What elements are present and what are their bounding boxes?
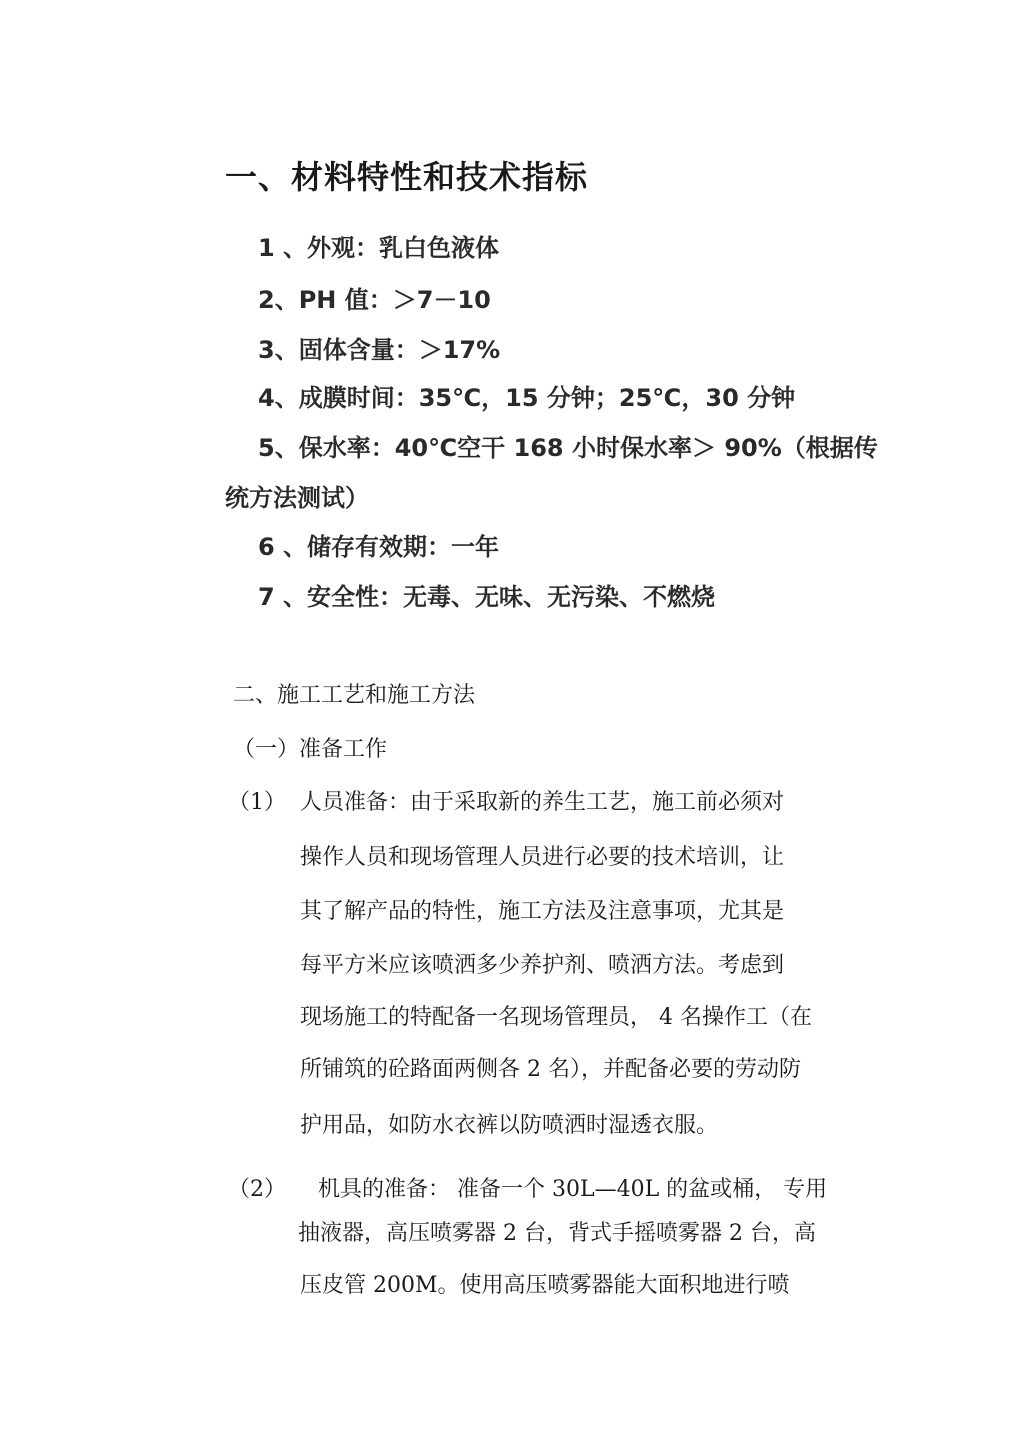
section1-item-appearance: 1 、外观：乳白色液体 [258, 234, 500, 262]
section1-item-safety: 7 、安全性：无毒、无味、无污染、不燃烧 [258, 583, 716, 611]
paragraph2-marker: （2） [228, 1177, 286, 1202]
paragraph2-line: 抽液器，高压喷雾器 2 台，背式手摇喷雾器 2 台，高 [298, 1221, 816, 1246]
section1-item-film-time: 4、成膜时间：35℃，15 分钟；25℃，30 分钟 [258, 384, 796, 412]
section1-item-water-retention-cont: 统方法测试） [225, 484, 369, 512]
paragraph1-line: 每平方米应该喷洒多少养护剂、喷洒方法。考虑到 [300, 953, 785, 978]
paragraph2-line: 压皮管 200M。使用高压喷雾器能大面积地进行喷 [300, 1273, 790, 1298]
section1-title: 一、材料特性和技术指标 [225, 158, 589, 196]
section1-item-water-retention: 5、保水率：40℃空干 168 小时保水率＞ 90%（根据传 [258, 434, 878, 462]
section1-item-solid-content: 3、固体含量：＞17% [258, 336, 501, 364]
section1-item-shelf-life: 6 、储存有效期：一年 [258, 533, 500, 561]
paragraph1-line: 现场施工的特配备一名现场管理员， 4 名操作工（在 [300, 1005, 812, 1030]
paragraph1-line: 其了解产品的特性，施工方法及注意事项，尤其是 [300, 899, 785, 924]
paragraph2-line: 机具的准备： 准备一个 30L—40L 的盆或桶， 专用 [318, 1177, 828, 1202]
section2-subtitle: （一）准备工作 [233, 737, 388, 762]
paragraph1-line: 操作人员和现场管理人员进行必要的技术培训，让 [300, 845, 785, 870]
section2-title: 二、施工工艺和施工方法 [233, 683, 476, 708]
section1-item-ph: 2、PH 值：＞7－10 [258, 286, 491, 314]
paragraph1-line: 护用品，如防水衣裤以防喷洒时湿透衣服。 [300, 1113, 719, 1138]
paragraph1-line: 人员准备：由于采取新的养生工艺，施工前必须对 [300, 790, 785, 815]
paragraph1-line: 所铺筑的砼路面两侧各 2 名），并配备必要的劳动防 [300, 1057, 801, 1082]
paragraph1-marker: （1） [228, 790, 286, 815]
